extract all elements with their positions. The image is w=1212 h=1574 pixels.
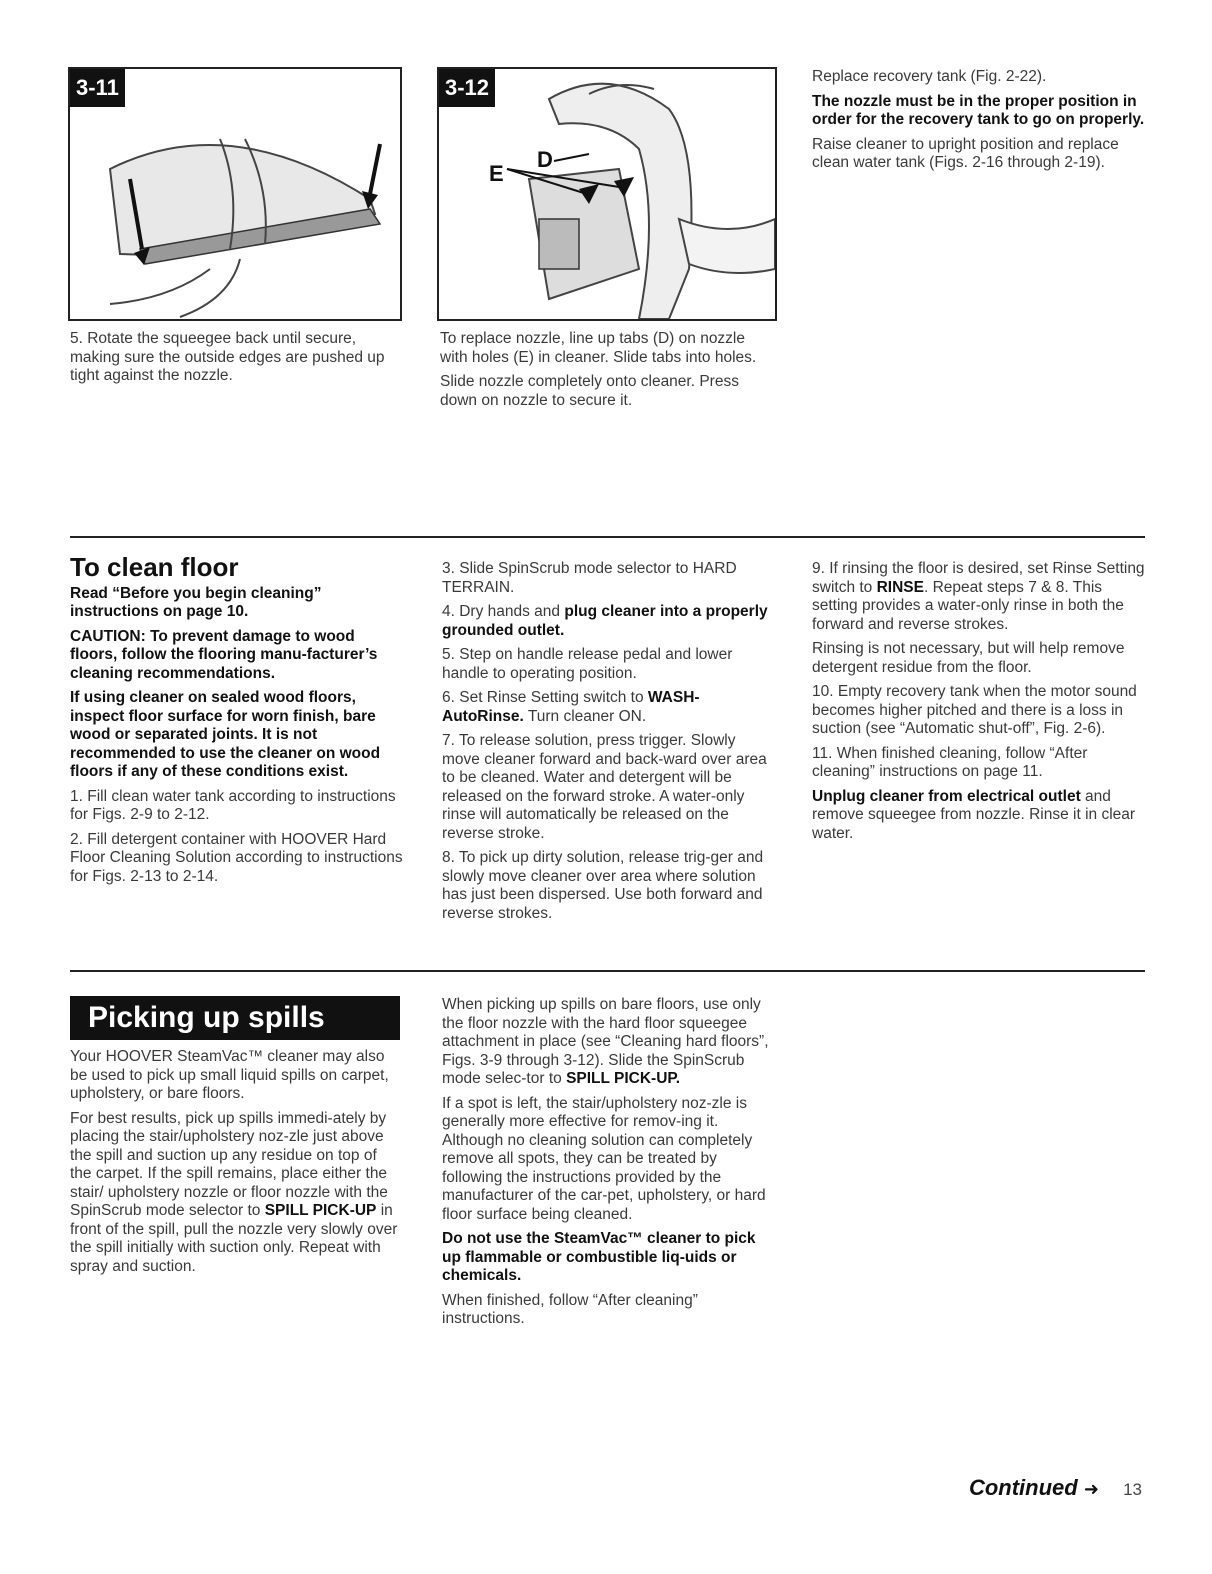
step-4 [442, 603, 774, 640]
step-2: 2. Fill detergent container with HOOVER Hard Floor Cleaning Solution according to instructions for Figs. 2-13 to 2-14. [70, 830, 403, 885]
figure-label-3-11: 3-11 [70, 69, 125, 107]
caption-3-11-text: 5. Rotate the squeegee back until secure, making sure the outside edges are pushed up tight against the nozzle. [70, 330, 385, 384]
callout-d: D [537, 147, 553, 172]
unplug-note [812, 788, 1147, 844]
step-3: 3. Slide SpinScrub mode selector to HARD TERRAIN. [442, 560, 737, 596]
spills-finished: When finished, follow “After cleaning” instructions. [442, 1291, 698, 1327]
top-right-column [812, 68, 1147, 179]
spills-bare-floors-text: When picking up spills on bare floors, use only the floor nozzle with the hard floor squeegee attachment in place (see “Cleaning hard floors”, Figs. 3-9 through 3-12). Slide the SpinScrub mode selec-tor to [442, 996, 769, 1087]
caption-3-12-text-1: To replace nozzle, line up tabs (D) on nozzle with holes (E) in cleaner. Slide tabs into holes. [440, 330, 757, 366]
step-6-post: Turn cleaner ON. [523, 707, 647, 725]
raise-cleaner-text: Raise cleaner to upright position and replace clean water tank (Figs. 2-16 through 2-19). [812, 135, 1119, 171]
step-7: 7. To release solution, press trigger. Slowly move cleaner forward and back-ward over area to be cleaned. Water and detergent will be released on the forward stroke. A water-only rinse will automatically be released on the reverse stroke. [442, 732, 767, 842]
spills-bare-floors-bold: SPILL PICK-UP. [566, 1070, 681, 1087]
caption-3-12 [440, 330, 760, 416]
spills-column-2 [442, 996, 774, 1335]
spills-spot-left: If a spot is left, the stair/upholstery noz-zle is generally more effective for remov-ing it. Although no cleaning solution can completely remove all spots, they can be treated by following the instructions provided by the manufacturer of the car-pet, upholstery, or hard floor surface being cleaned. [442, 1094, 766, 1223]
callout-e: E [489, 161, 504, 186]
step-4-bold: plug cleaner into a properly grounded outlet. [442, 603, 768, 639]
spills-intro: Your HOOVER SteamVac™ cleaner may also be used to pick up small liquid spills on carpet, upholstery, or bare floors. [70, 1048, 389, 1102]
unplug-text: and remove squeegee from nozzle. Rinse it in clear water. [812, 787, 1136, 842]
step-4-text: 4. Dry hands and [442, 603, 565, 620]
step-6 [442, 689, 774, 726]
figure-label-3-12: 3-12 [439, 69, 495, 107]
step-9-bold: RINSE [876, 578, 924, 596]
arrow-right-icon: ➜ [1083, 1479, 1099, 1499]
section-divider-1 [70, 536, 1145, 538]
replace-tank-text: Replace recovery tank (Fig. 2-22). [812, 68, 1047, 85]
caption-3-12-text-2: Slide nozzle completely onto cleaner. Press down on nozzle to secure it. [440, 373, 739, 409]
nozzle-position-warning: The nozzle must be in the proper position in order for the recovery tank to go on properly. [812, 92, 1145, 128]
spills-bare-floors [442, 996, 774, 1089]
spills-best-results [70, 1110, 402, 1277]
rinse-note: Rinsing is not necessary, but will help remove detergent residue from the floor. [812, 640, 1125, 676]
figure-3-12 [437, 67, 777, 321]
unplug-bold: Unplug cleaner from electrical outlet [812, 787, 1081, 805]
clean-floor-column-2 [442, 560, 774, 929]
section-heading-picking-up-spills: Picking up spills [70, 996, 400, 1040]
read-before-note: Read “Before you begin cleaning” instructions on page 10. [70, 584, 322, 620]
sealed-wood-note: If using cleaner on sealed wood floors, inspect floor surface for worn finish, bare wood or separated joints. It is not recommended to use the cleaner on wood floors if any of these conditions exist. [70, 689, 381, 780]
spills-best-results-text: For best results, pick up spills immedi-ately by placing the stair/upholstery noz-zle just above the spill and suction up any residue on top of the carpet. If the spill remains, place either the stair/ upholstery nozzle or floor nozzle with the SpinScrub mode selector to [70, 1109, 388, 1219]
step-9-text: 9. If rinsing the floor is desired, set Rinse Setting switch to [812, 560, 1145, 596]
spills-column-1 [70, 1048, 402, 1282]
page-footer [969, 1475, 1142, 1501]
figure-3-11 [68, 67, 402, 321]
continued-label: Continued [968, 1475, 1078, 1500]
step-10: 10. Empty recovery tank when the motor sound becomes higher pitched and there is a loss in suction (see “Automatic shut-off”, Fig. 2-6). [812, 683, 1137, 737]
step-8: 8. To pick up dirty solution, release trig-ger and slowly move cleaner over area where solution has just been dispersed. Use both forward and reverse strokes. [442, 849, 764, 922]
step-5: 5. Step on handle release pedal and lower handle to operating position. [442, 646, 733, 682]
spills-warning: Do not use the SteamVac™ cleaner to pick up flammable or combustible liq-uids or chemicals. [442, 1230, 756, 1284]
page-number: 13 [1123, 1480, 1142, 1499]
step-11: 11. When finished cleaning, follow “After cleaning” instructions on page 11. [812, 744, 1088, 780]
spills-best-results-bold: SPILL PICK-UP [264, 1202, 377, 1219]
caption-3-11 [70, 330, 400, 392]
spills-best-results-post: in front of the spill, pull the nozzle very slowly over the spill initially with suction only. Repeat with spray and suction. [70, 1202, 398, 1275]
clean-floor-column-3 [812, 560, 1147, 849]
section-heading-clean-floor: To clean floor [70, 552, 239, 582]
caution-note: CAUTION: To prevent damage to wood floors, follow the flooring manu-facturer’s cleaning recommendations. [70, 627, 378, 682]
clean-floor-column-1 [70, 552, 405, 892]
section-divider-2 [70, 970, 1145, 972]
step-6-text: 6. Set Rinse Setting switch to [442, 689, 648, 706]
step-9 [812, 560, 1147, 634]
step-9-post: . Repeat steps 7 & 8. This setting provides a water-only rinse in both the forward and reverse strokes. [812, 578, 1124, 633]
step-6-bold: WASH-AutoRinse. [442, 689, 700, 725]
step-1: 1. Fill clean water tank according to instructions for Figs. 2-9 to 2-12. [70, 787, 396, 823]
